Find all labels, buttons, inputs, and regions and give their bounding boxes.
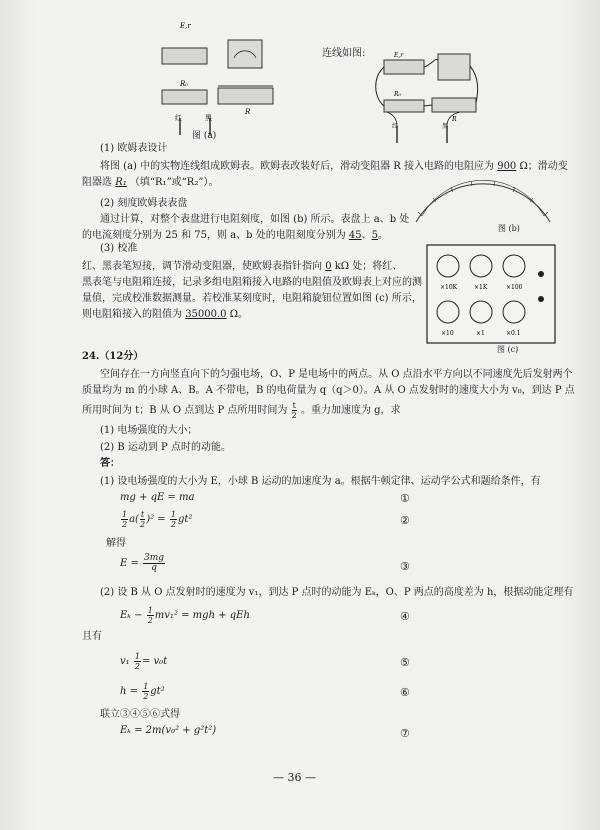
svg-text:×10: ×10 [441, 330, 454, 337]
equation-7: Eₖ = 2m(v₀² + g²t²) [120, 725, 217, 736]
q24-p1: 空间存在一方向竖直向下的匀强电场，O、P 是电场中的两点。从 O 点沿水平方向以不同速度先后发射两个 [100, 369, 573, 380]
solve-label: 解得 [106, 538, 126, 549]
figure-a-caption: 图 (a) [192, 131, 217, 141]
eq-num-5: ⑤ [400, 656, 410, 669]
figure-connected-circuit [372, 48, 482, 148]
sec2-line2: 的电流刻度分别为 25 和 75，则 a、b 处的电阻刻度分别为 45、5。 [82, 230, 389, 241]
eq-num-3: ③ [400, 560, 410, 573]
svg-text:E,r: E,r [394, 52, 404, 59]
eq-num-7: ⑦ [400, 727, 410, 740]
rheostat-r [218, 88, 273, 104]
sec2-heading: (2) 刻度欧姆表表盘 [100, 198, 188, 209]
combine-label: 联立③④⑤⑥式得 [100, 709, 180, 720]
figure-b-meter-scale [408, 172, 558, 230]
equation-3: E = $\frac{3mg}{q}$ [120, 553, 165, 573]
q24-sub2: (2) B 运动到 P 点时的动能。 [100, 442, 231, 453]
svg-text:黑: 黑 [442, 123, 449, 130]
answer-35000: 35000.0 [185, 309, 227, 320]
equation-6: h = $\frac{1}{2}$ gt² [120, 682, 165, 701]
equation-2: $\frac{1}{2}$ a( $\frac{t}{2}$ )² = $\frac{1}{2}$ gt² [122, 510, 193, 529]
answer-r1: R₁ [115, 177, 127, 188]
and-label: 且有 [82, 631, 102, 642]
sec3-line2: 黑表笔与电阻箱连接，记录多组电阻箱接入电路的电阻值及欧姆表上对应的测 [82, 277, 422, 288]
sec1-line1: 将图 (a) 中的实物连线组成欧姆表。欧姆表改装好后，滑动变阻器 R 接入电路的电阻应为 900 Ω；滑动变 [100, 161, 568, 172]
svg-text:R₀: R₀ [180, 80, 189, 88]
sec3-line3: 量值，完成校准数据测量。若校准某刻度时，电阻箱旋钮位置如图 (c) 所示， [82, 293, 422, 304]
figure-b-caption: 图 (b) [498, 224, 520, 233]
svg-text:E,r: E,r [180, 22, 191, 30]
answer-part1: (1) 设电场强度的大小为 E，小球 B 运动的加速度为 a。根据牛顿定律、运动学公式和题给条件，有 [100, 476, 541, 487]
page-number: — 36 — [273, 771, 316, 784]
connection-title: 连线如图: [322, 48, 366, 59]
svg-text:×100: ×100 [506, 284, 523, 291]
sec3-line1: 红、黑表笔短接，调节滑动变阻器，使欧姆表指针指向 0 kΩ 处；将红、 [82, 261, 403, 272]
eq-num-2: ② [400, 514, 410, 527]
equation-5: v₁ $\frac{1}{2}$ = v₀t [120, 652, 168, 671]
q24-p3: 所用时间为 t；B 从 O 点到达 P 点所用时间为 $\frac{t}{2}$ 。重力加速度为 g，求 [82, 401, 401, 420]
equation-4: Eₖ − $\frac{1}{2}$ mv₁² = mgh + qEh [120, 606, 250, 625]
rheostat-r [432, 98, 476, 112]
eq-num-1: ① [400, 492, 410, 505]
svg-text:×0.1: ×0.1 [506, 330, 521, 337]
figure-a-apparatus [150, 10, 280, 145]
battery-box [162, 48, 207, 64]
battery-box [384, 60, 424, 74]
svg-text:红: 红 [392, 123, 399, 130]
svg-text:×1: ×1 [476, 330, 485, 337]
svg-text:R: R [452, 116, 457, 123]
resistor-r0 [162, 90, 207, 104]
meter-box [228, 40, 262, 68]
sec3-heading: (3) 校准 [100, 243, 138, 254]
resistor-r0 [384, 100, 424, 112]
sec2-line1: 通过计算，对整个表盘进行电阻刻度，如图 (b) 所示。表盘上 a、b 处 [100, 214, 410, 225]
svg-text:黑: 黑 [205, 114, 212, 122]
q24-sub1: (1) 电场强度的大小； [100, 425, 198, 436]
sec1-heading: (1) 欧姆表设计 [100, 143, 168, 154]
answer-900: 900 [497, 161, 517, 172]
svg-text:R: R [245, 108, 251, 116]
q24-p2: 质量均为 m 的小球 A、B。A 不带电，B 的电荷量为 q（q＞0）。A 从 O 点发射时的速度大小为 v₀，到达 P 点 [82, 385, 575, 396]
answer-5: 5 [371, 230, 379, 241]
answer-0: 0 [325, 261, 332, 272]
q24-header: 24.（12分） [82, 351, 144, 362]
sec1-line2: 阻器选 R₁ （填“R₁”或“R₂”）。 [82, 177, 219, 188]
sec3-line4: 则电阻箱接入的阻值为 35000.0 Ω。 [82, 309, 249, 320]
svg-text:×10K: ×10K [440, 284, 458, 291]
answer-45: 45 [348, 230, 362, 241]
eq-num-6: ⑥ [400, 686, 410, 699]
meter-box [438, 54, 470, 80]
svg-text:×1K: ×1K [474, 284, 488, 291]
figure-c-resistance-box [426, 244, 556, 344]
figure-c-caption: 图 (c) [497, 345, 519, 354]
svg-text:红: 红 [175, 114, 182, 122]
answer-label: 答： [100, 458, 120, 469]
equation-1: mg + qE = ma [120, 492, 195, 503]
eq-num-4: ④ [400, 610, 410, 623]
answer-part2: (2) 设 B 从 O 点发射时的速度为 v₁，到达 P 点时的动能为 Eₖ，O、P 两点的高度差为 h，根据动能定理有 [100, 587, 574, 598]
svg-text:R₀: R₀ [394, 91, 401, 98]
